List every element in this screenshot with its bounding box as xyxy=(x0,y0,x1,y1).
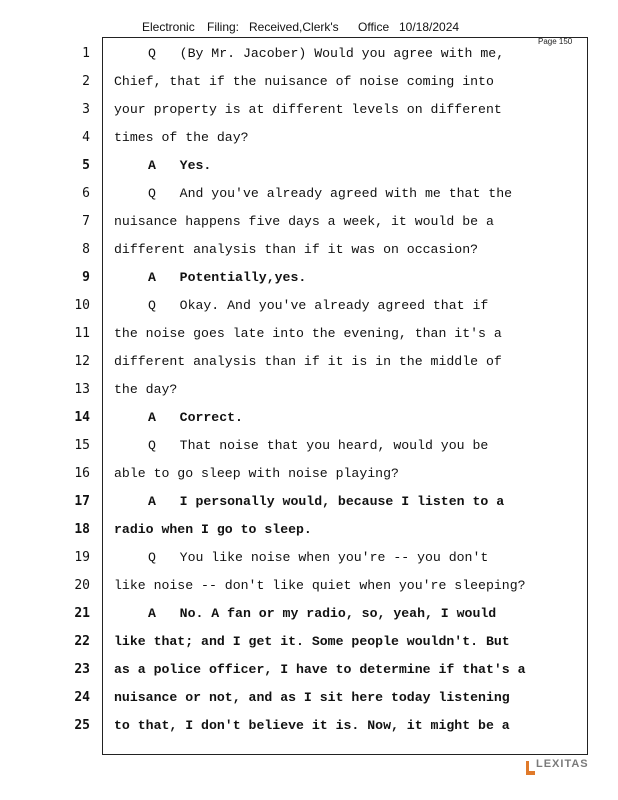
line-number: 8 xyxy=(82,242,90,257)
line-text: like noise -- don't like quiet when you're sleeping? xyxy=(114,578,526,593)
line-number: 7 xyxy=(82,214,90,229)
transcript-line xyxy=(0,656,600,684)
line-text: times of the day? xyxy=(114,130,249,145)
line-number: 10 xyxy=(74,298,90,313)
line-text: nuisance happens five days a week, it would be a xyxy=(114,214,494,229)
transcript-line xyxy=(0,292,600,320)
transcript-line xyxy=(0,684,600,712)
line-number: 5 xyxy=(82,158,90,173)
transcript-line xyxy=(0,488,600,516)
filing-header xyxy=(0,20,618,36)
transcript-line xyxy=(0,516,600,544)
line-text: your property is at different levels on different xyxy=(114,102,502,117)
line-number: 18 xyxy=(74,522,90,537)
line-text: A Yes. xyxy=(148,158,212,173)
transcript-line xyxy=(0,68,600,96)
line-text: Q Okay. And you've already agreed that if xyxy=(148,298,489,313)
page-number: Page 150 xyxy=(538,37,573,46)
line-text: radio when I go to sleep. xyxy=(114,522,312,537)
line-number: 22 xyxy=(74,634,90,649)
line-number: 17 xyxy=(74,494,90,509)
header-electronic: Electronic xyxy=(142,20,195,34)
transcript-line xyxy=(0,348,600,376)
header-date: 10/18/2024 xyxy=(399,20,460,34)
transcript-line xyxy=(0,712,600,740)
header-office: Office xyxy=(358,20,390,34)
line-number: 13 xyxy=(74,382,90,397)
line-number: 25 xyxy=(74,718,90,733)
line-text: Chief, that if the nuisance of noise coming into xyxy=(114,74,494,89)
line-number: 2 xyxy=(82,74,90,89)
line-text: Q And you've already agreed with me that the xyxy=(148,186,513,201)
line-text: different analysis than if it was on occasion? xyxy=(114,242,479,257)
transcript-line xyxy=(0,376,600,404)
line-number: 9 xyxy=(82,270,90,285)
transcript-line xyxy=(0,40,600,68)
line-text: the day? xyxy=(114,382,178,397)
line-number: 6 xyxy=(82,186,90,201)
line-number: 3 xyxy=(82,102,90,117)
line-number: 11 xyxy=(74,326,90,341)
line-text: A No. A fan or my radio, so, yeah, I would xyxy=(148,606,497,621)
line-number: 23 xyxy=(74,662,90,677)
transcript-line xyxy=(0,600,600,628)
line-number: 4 xyxy=(82,130,90,145)
line-text: A Correct. xyxy=(148,410,243,425)
transcript-line xyxy=(0,208,600,236)
line-text: Q (By Mr. Jacober) Would you agree with me, xyxy=(148,46,505,61)
lexitas-mark-icon xyxy=(524,760,536,776)
transcript-line xyxy=(0,124,600,152)
lexitas-logo xyxy=(524,758,594,776)
line-number: 20 xyxy=(74,578,90,593)
transcript-line xyxy=(0,236,600,264)
line-number: 24 xyxy=(74,690,90,705)
transcript-line xyxy=(0,404,600,432)
line-text: able to go sleep with noise playing? xyxy=(114,466,399,481)
line-text: as a police officer, I have to determine if that's a xyxy=(114,662,526,677)
line-text: Q You like noise when you're -- you don't xyxy=(148,550,489,565)
transcript-line xyxy=(0,432,600,460)
line-text: A Potentially,yes. xyxy=(148,270,307,285)
line-number: 15 xyxy=(74,438,90,453)
line-text: different analysis than if it is in the middle of xyxy=(114,354,502,369)
line-number: 12 xyxy=(74,354,90,369)
line-text: A I personally would, because I listen to a xyxy=(148,494,505,509)
transcript-line xyxy=(0,628,600,656)
logo-text: LEXITAS xyxy=(536,758,589,770)
transcript-line xyxy=(0,264,600,292)
line-number: 21 xyxy=(74,606,90,621)
line-number: 19 xyxy=(74,550,90,565)
line-number: 14 xyxy=(74,410,90,425)
transcript-line xyxy=(0,152,600,180)
line-text: Q That noise that you heard, would you be xyxy=(148,438,489,453)
transcript-line xyxy=(0,96,600,124)
transcript-line xyxy=(0,320,600,348)
line-text: like that; and I get it. Some people wouldn't. But xyxy=(114,634,510,649)
transcript-line xyxy=(0,572,600,600)
transcript-line xyxy=(0,180,600,208)
header-received: Received,Clerk's xyxy=(249,20,339,34)
line-number: 1 xyxy=(82,46,90,61)
line-text: to that, I don't believe it is. Now, it might be a xyxy=(114,718,510,733)
transcript-line xyxy=(0,544,600,572)
header-filing: Filing: xyxy=(207,20,240,34)
line-number: 16 xyxy=(74,466,90,481)
line-text: the noise goes late into the evening, than it's a xyxy=(114,326,502,341)
line-text: nuisance or not, and as I sit here today listening xyxy=(114,690,510,705)
transcript-line xyxy=(0,460,600,488)
